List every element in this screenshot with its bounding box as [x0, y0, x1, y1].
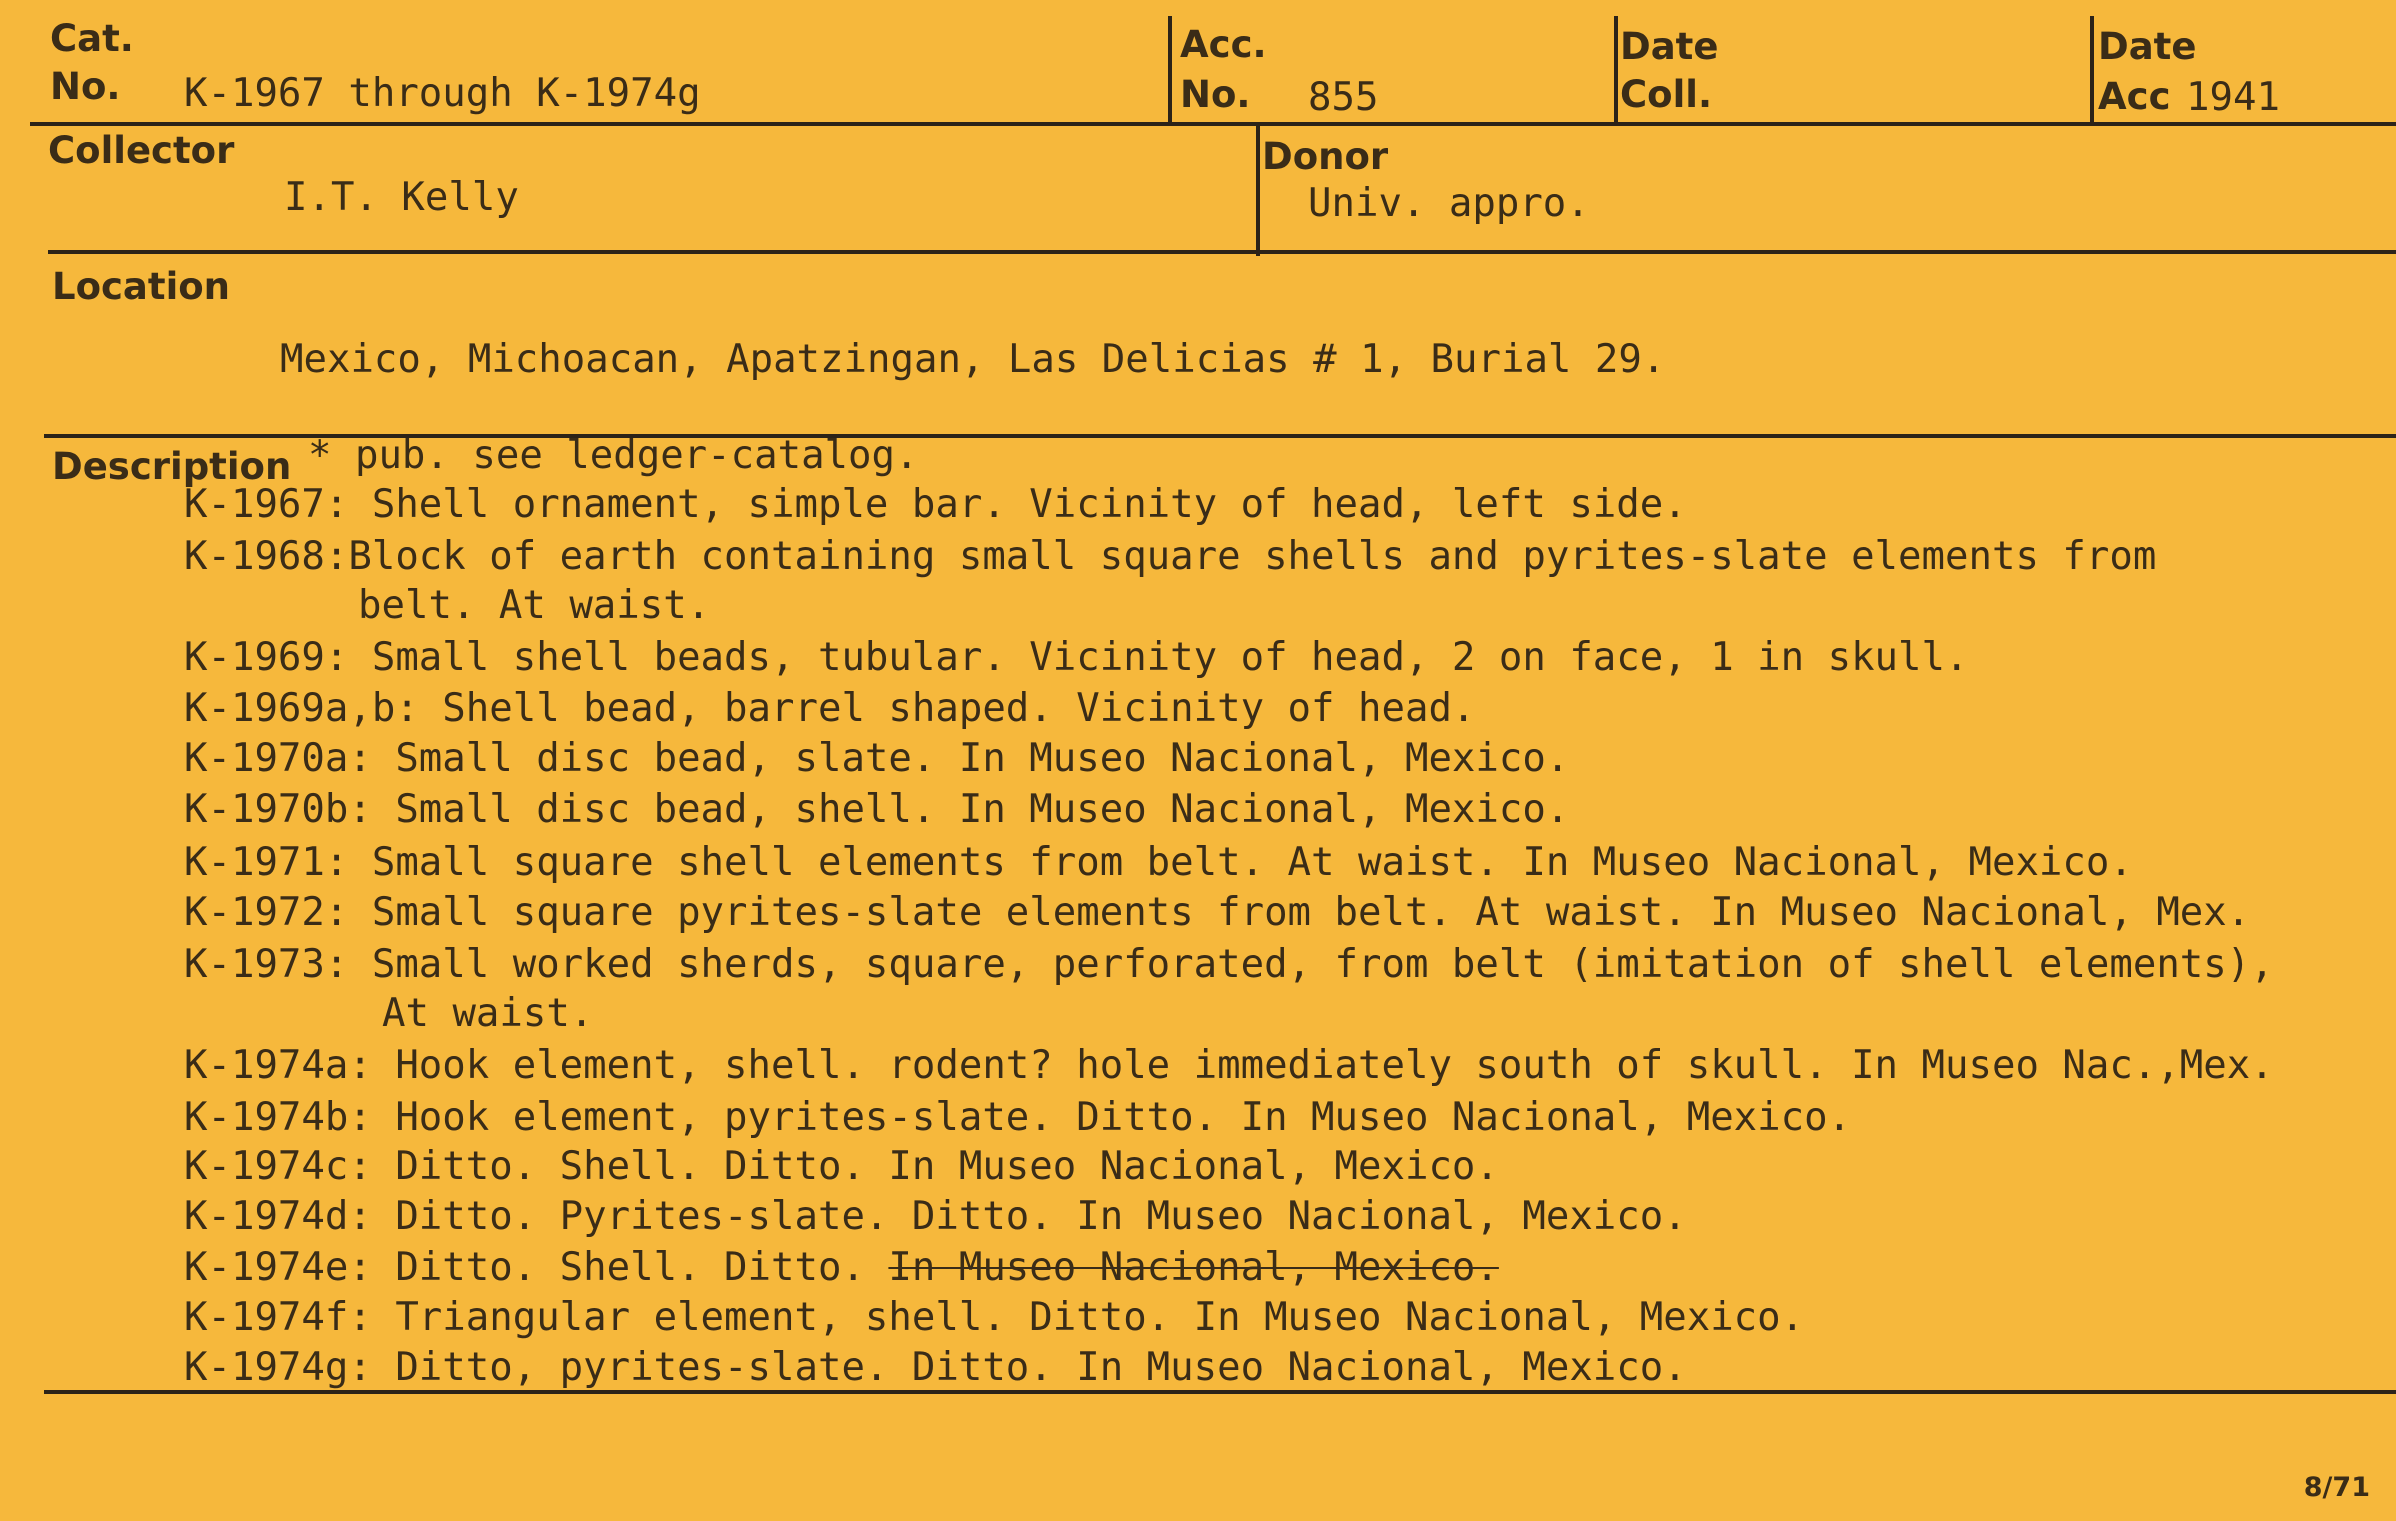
location-label: Location [52, 265, 231, 308]
description-line-k1974f: K-1974f: Triangular element, shell. Ditto. In Museo Nacional, Mexico. [184, 1295, 1805, 1340]
description-note: * pub. see ledger-catalog. [308, 433, 919, 478]
cat-number-value: K-1967 through K-1974g [184, 71, 701, 116]
collector-label: Collector [48, 129, 235, 172]
description-line-k1972: K-1972: Small square pyrites-slate elements from belt. At waist. In Museo Nacional, Mex. [184, 890, 2251, 935]
description-line-k1969: K-1969: Small shell beads, tubular. Vicinity of head, 2 on face, 1 in skull. [184, 635, 1969, 680]
donor-value: Univ. appro. [1308, 181, 1590, 226]
date-acc-value: 1941 [2186, 75, 2280, 120]
description-line-k1974b: K-1974b: Hook element, pyrites-slate. Ditto. In Museo Nacional, Mexico. [184, 1095, 1852, 1140]
acc-number-value: 855 [1308, 75, 1379, 120]
description-line-k1970b: K-1970b: Small disc bead, shell. In Museo Nacional, Mexico. [184, 787, 1570, 832]
location-value: Mexico, Michoacan, Apatzingan, Las Delicias # 1, Burial 29. [280, 337, 1666, 382]
acc-label-line2: No. [1180, 73, 1251, 116]
description-line-k1974a: K-1974a: Hook element, shell. rodent? hole immediately south of skull. In Museo Nac.,Mex. [184, 1043, 2274, 1088]
collector-bottom-rule [48, 250, 2396, 254]
date-coll-label-line2: Coll. [1620, 73, 1712, 116]
description-line-k1968-cont: belt. At waist. [358, 583, 711, 628]
divider-acc [1168, 16, 1172, 124]
cat-label-line1: Cat. [50, 17, 134, 60]
description-line-k1974e [184, 1245, 1499, 1290]
divider-donor [1256, 124, 1260, 256]
description-line-k1973-cont: At waist. [382, 991, 594, 1036]
collector-value: I.T. Kelly [284, 175, 519, 220]
acc-label-line1: Acc. [1180, 23, 1267, 66]
description-line-k1967: K-1967: Shell ornament, simple bar. Vicinity of head, left side. [184, 482, 1687, 527]
description-line-k1974c: K-1974c: Ditto. Shell. Ditto. In Museo Nacional, Mexico. [184, 1144, 1499, 1189]
description-bottom-rule [44, 1390, 2396, 1394]
header-bottom-rule [30, 122, 2396, 126]
description-line-k1969ab: K-1969a,b: Shell bead, barrel shaped. Vicinity of head. [184, 686, 1476, 731]
donor-label: Donor [1262, 135, 1389, 178]
cat-label-line2: No. [50, 65, 121, 108]
description-line-k1973: K-1973: Small worked sherds, square, perforated, from belt (imitation of shell elements), [184, 942, 2274, 987]
date-acc-label-line2: Acc [2098, 75, 2171, 118]
divider-date-acc [2090, 16, 2094, 124]
description-line-k1971: K-1971: Small square shell elements from belt. At waist. In Museo Nacional, Mexico. [184, 840, 2133, 885]
description-line-k1974g: K-1974g: Ditto, pyrites-slate. Ditto. In Museo Nacional, Mexico. [184, 1345, 1687, 1390]
date-coll-label-line1: Date [1620, 25, 1719, 68]
description-line-k1970a: K-1970a: Small disc bead, slate. In Museo Nacional, Mexico. [184, 736, 1570, 781]
description-line-k1974e-text: K-1974e: Ditto. Shell. Ditto. [184, 1245, 865, 1290]
struck-out-text: In Museo Nacional, Mexico. [888, 1245, 1499, 1290]
divider-date-coll [1614, 16, 1618, 124]
card-footer-code: 8/71 [2303, 1472, 2370, 1503]
date-acc-label-line1: Date [2098, 25, 2197, 68]
description-line-k1968: K-1968:Block of earth containing small square shells and pyrites-slate elements from [184, 534, 2157, 579]
description-label: Description [52, 445, 292, 488]
description-line-k1974d: K-1974d: Ditto. Pyrites-slate. Ditto. In Museo Nacional, Mexico. [184, 1194, 1687, 1239]
